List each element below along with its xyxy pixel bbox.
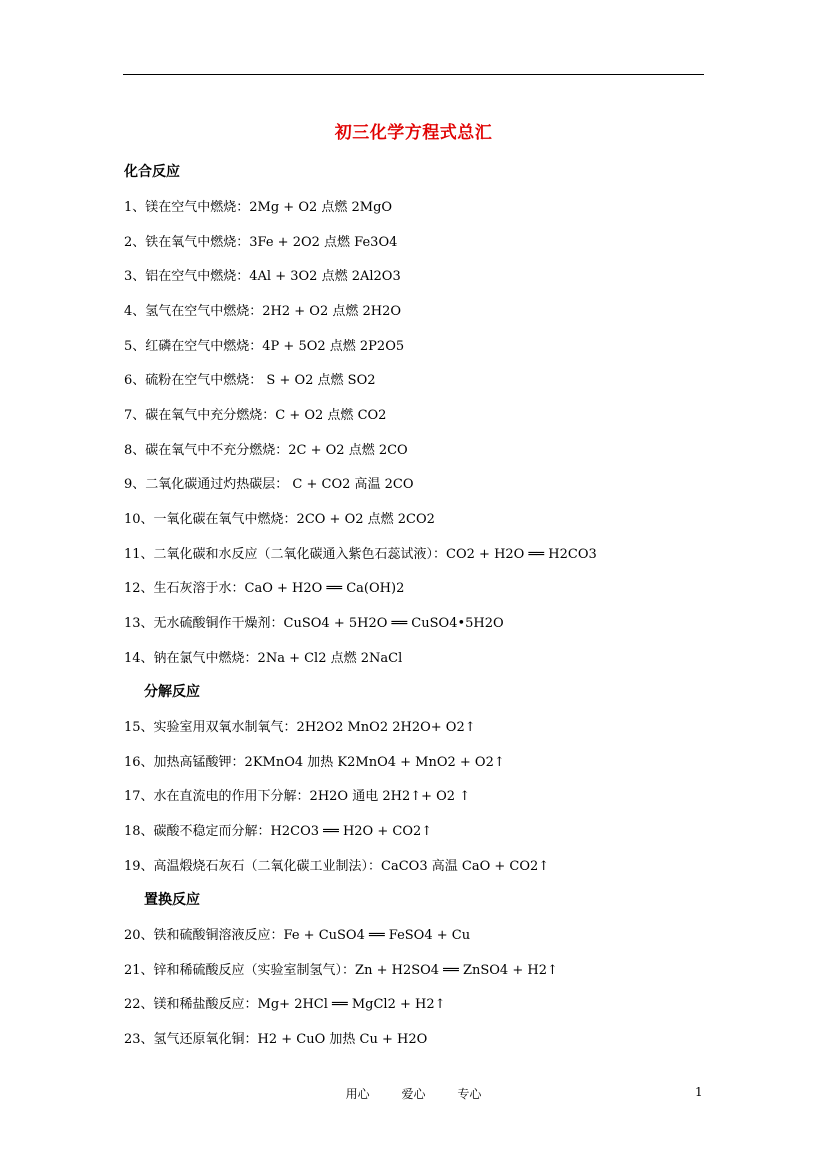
equation-line: 6、硫粉在空气中燃烧： S + O2 点燃 SO2 [124, 373, 376, 388]
equation-line: 3、铝在空气中燃烧：4Al + 3O2 点燃 2Al2O3 [124, 269, 401, 284]
equation-line: 21、锌和稀硫酸反应（实验室制氢气）：Zn + H2SO4 ══ ZnSO4 + H2↑ [124, 963, 558, 978]
equation-line: 20、铁和硫酸铜溶液反应：Fe + CuSO4 ══ FeSO4 + Cu [124, 928, 471, 943]
equation-line: 4、氢气在空气中燃烧：2H2 + O2 点燃 2H2O [124, 304, 402, 319]
header-rule [123, 74, 704, 75]
footer-word: 专心 [457, 1087, 482, 1101]
equation-line: 9、二氧化碳通过灼热碳层： C + CO2 高温 2CO [124, 477, 414, 492]
equation-line: 2、铁在氧气中燃烧：3Fe + 2O2 点燃 Fe3O4 [124, 235, 398, 250]
equation-line: 22、镁和稀盐酸反应：Mg+ 2HCl ══ MgCl2 + H2↑ [124, 997, 446, 1012]
section-heading-combination: 化合反应 [124, 164, 180, 180]
equation-line: 16、加热高锰酸钾：2KMnO4 加热 K2MnO4 + MnO2 + O2↑ [124, 755, 505, 770]
equation-line: 15、实验室用双氧水制氧气：2H2O2 MnO2 2H2O+ O2↑ [124, 720, 476, 735]
equation-line: 8、碳在氧气中不充分燃烧：2C + O2 点燃 2CO [124, 443, 408, 458]
equation-line: 7、碳在氧气中充分燃烧：C + O2 点燃 CO2 [124, 408, 387, 423]
footer-word: 用心 [345, 1087, 370, 1101]
equation-line: 19、高温煅烧石灰石（二氧化碳工业制法）：CaCO3 高温 CaO + CO2↑ [124, 859, 550, 874]
equation-line: 5、红磷在空气中燃烧：4P + 5O2 点燃 2P2O5 [124, 339, 405, 354]
section-heading-displacement: 置换反应 [144, 892, 200, 908]
footer-word: 爱心 [401, 1087, 426, 1101]
equation-line: 17、水在直流电的作用下分解：2H2O 通电 2H2↑+ O2 ↑ [124, 789, 471, 804]
equation-line: 11、二氧化碳和水反应（二氧化碳通入紫色石蕊试液）：CO2 + H2O ══ H2CO3 [124, 547, 597, 562]
footer-motto [0, 1085, 827, 1102]
equation-line: 14、钠在氯气中燃烧：2Na + Cl2 点燃 2NaCl [124, 651, 403, 666]
document-title: 初三化学方程式总汇 [334, 123, 493, 143]
equation-line: 23、氢气还原氧化铜：H2 + CuO 加热 Cu + H2O [124, 1032, 428, 1047]
equation-line: 10、一氧化碳在氧气中燃烧：2CO + O2 点燃 2CO2 [124, 512, 435, 527]
page-number: 1 [695, 1085, 703, 1099]
section-heading-decomposition: 分解反应 [144, 684, 200, 700]
equation-line: 12、生石灰溶于水：CaO + H2O ══ Ca(OH)2 [124, 581, 405, 596]
equation-line: 18、碳酸不稳定而分解：H2CO3 ══ H2O + CO2↑ [124, 824, 433, 839]
equation-line: 13、无水硫酸铜作干燥剂：CuSO4 + 5H2O ══ CuSO4•5H2O [124, 616, 504, 631]
equation-line: 1、镁在空气中燃烧：2Mg + O2 点燃 2MgO [124, 200, 393, 215]
